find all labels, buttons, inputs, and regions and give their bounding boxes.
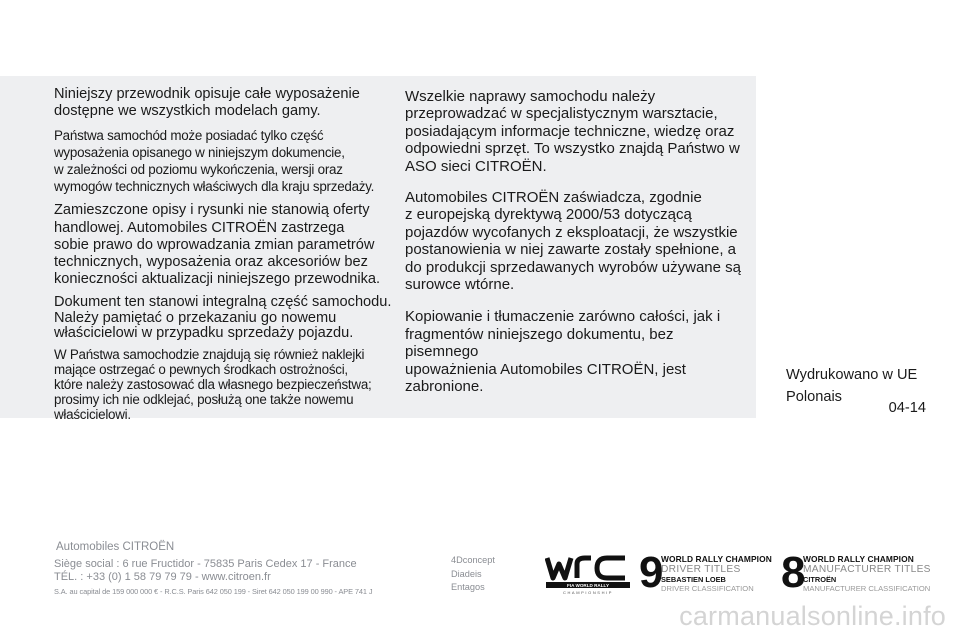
paragraph-scope [54,86,400,120]
text-line: wyposażenia opisanego w niniejszym dokumencie, [54,145,345,161]
paragraph-equipment [54,127,400,195]
badge-line: WORLD RALLY CHAMPION [661,554,772,564]
text-line: właścicielowi. [54,407,131,423]
text-line: w zależności od poziomu wykończenia, wersji oraz [54,162,343,178]
text-line: pojazdów wycofanych z eksploatacji, że wszystkie [405,223,738,241]
wrc-sub1: FIA WORLD RALLY [566,583,610,588]
text-line: technicznych, wyposażenia oraz akcesoriów bez [54,254,368,271]
text-line: postanowienia w niej zawarte zostały spełnione, a [405,241,737,259]
text-line: handlowej. Automobiles CITROËN zastrzega [54,219,345,236]
badge-line: DRIVER TITLES [661,563,741,575]
text-line: Państwa samochód może posiadać tylko część [54,128,324,144]
text-line: W Państwa samochodzie znajdują się również naklejki [54,346,365,362]
badge-line: WORLD RALLY CHAMPION [803,554,914,564]
text-line: fragmentów niniejszego dokumentu, bez pisemnego [405,325,674,361]
company-phone: TÉL. : +33 (0) 1 58 79 79 79 - www.citroen.fr [54,571,271,584]
text-line: prosimy ich nie odklejać, posłużą one także nowemu [54,392,354,408]
wrc-logo [545,554,631,596]
badge-line: SEBASTIEN LOEB [661,575,726,585]
watermark: carmanualsonline.info [679,601,946,631]
badge-line: CITROËN [803,575,837,585]
paragraph-labels [54,347,400,423]
badge-line: MANUFACTURER TITLES [803,563,931,575]
edition-code: 04-14 [888,400,926,416]
text-line: wymogów technicznych właściwych dla kraju sprzedaży. [54,179,375,195]
manufacturer-titles-number: 8 [781,548,806,597]
text-line: upoważnienia Automobiles CITROËN, jest [405,360,686,378]
text-line: Kopiowanie i tłumaczenie zarówno całości, jak i [405,308,721,326]
paragraph-document [54,295,400,341]
text-line: do produkcji sprzedawanych wyrobów używane są [405,258,742,276]
language-label: Polonais [786,389,842,405]
driver-titles-number: 9 [639,548,664,597]
credits-list [451,554,495,595]
credit-item: Diadeis [451,568,482,579]
credit-item: 4Dconcept [451,555,495,565]
text-line: dostępne we wszystkich modelach gamy. [54,103,321,120]
company-address: Siège social : 6 rue Fructidor - 75835 Paris Cedex 17 - France [54,557,357,570]
text-line: Automobiles CITROËN zaświadcza, zgodnie [405,189,702,207]
company-footer [54,541,372,598]
text-line: posiadającym informacje techniczne, wiedzę oraz [405,122,735,140]
text-line: Niniejszy przewodnik opisuje całe wyposażenie [54,86,360,102]
text-line: zabronione. [405,378,484,396]
text-line: z europejską dyrektywą 2000/53 dotyczącą [405,206,692,224]
text-line: Wszelkie naprawy samochodu należy [405,88,656,105]
paragraph-copyright [405,308,745,395]
text-line: Należy pamiętać o przekazaniu go nowemu [54,309,337,326]
text-line: właścicielowi w przypadku sprzedaży pojazdu. [54,325,354,342]
right-column [405,88,745,396]
text-line: sobie prawo do wprowadzania zmian parametrów [54,236,375,253]
text-line: Zamieszczone opisy i rysunki nie stanowią oferty [54,202,370,219]
company-legal: S.A. au capital de 159 000 000 € - R.C.S. Paris 642 050 199 - Siret 642 050 199 00 990 - APE 741 J [54,586,373,596]
sponsor-logos [545,548,937,597]
company-name: Automobiles CITROËN [56,541,175,553]
paragraph-recycling [405,189,745,293]
text-line: odpowiedni sprzęt. To wszystko znajdą Państwo w [405,140,740,158]
text-line: surowce wtórne. [405,276,515,294]
badge-line: DRIVER CLASSIFICATION [661,584,754,594]
text-line: przeprowadzać w specjalistycznym warsztacie, [405,105,718,123]
text-line: konieczności aktualizacji niniejszego przewodnika. [54,271,381,288]
left-column [54,86,400,423]
text-line: mające ostrzegać o pewnych środkach ostrożności, [54,361,348,377]
text-line: Dokument ten stanowi integralną część samochodu. [54,294,392,311]
credit-item: Entagos [451,582,485,593]
printed-in-label: Wydrukowano w UE [786,367,918,383]
paragraph-repairs [405,88,745,175]
paragraph-disclaimer [54,202,400,288]
wrc-sub2: CHAMPIONSHIP [562,590,614,595]
text-line: które należy zastosować dla własnego bezpieczeństwa; [54,377,372,393]
text-line: ASO sieci CITROËN. [405,157,547,175]
badge-line: MANUFACTURER CLASSIFICATION [803,584,931,594]
